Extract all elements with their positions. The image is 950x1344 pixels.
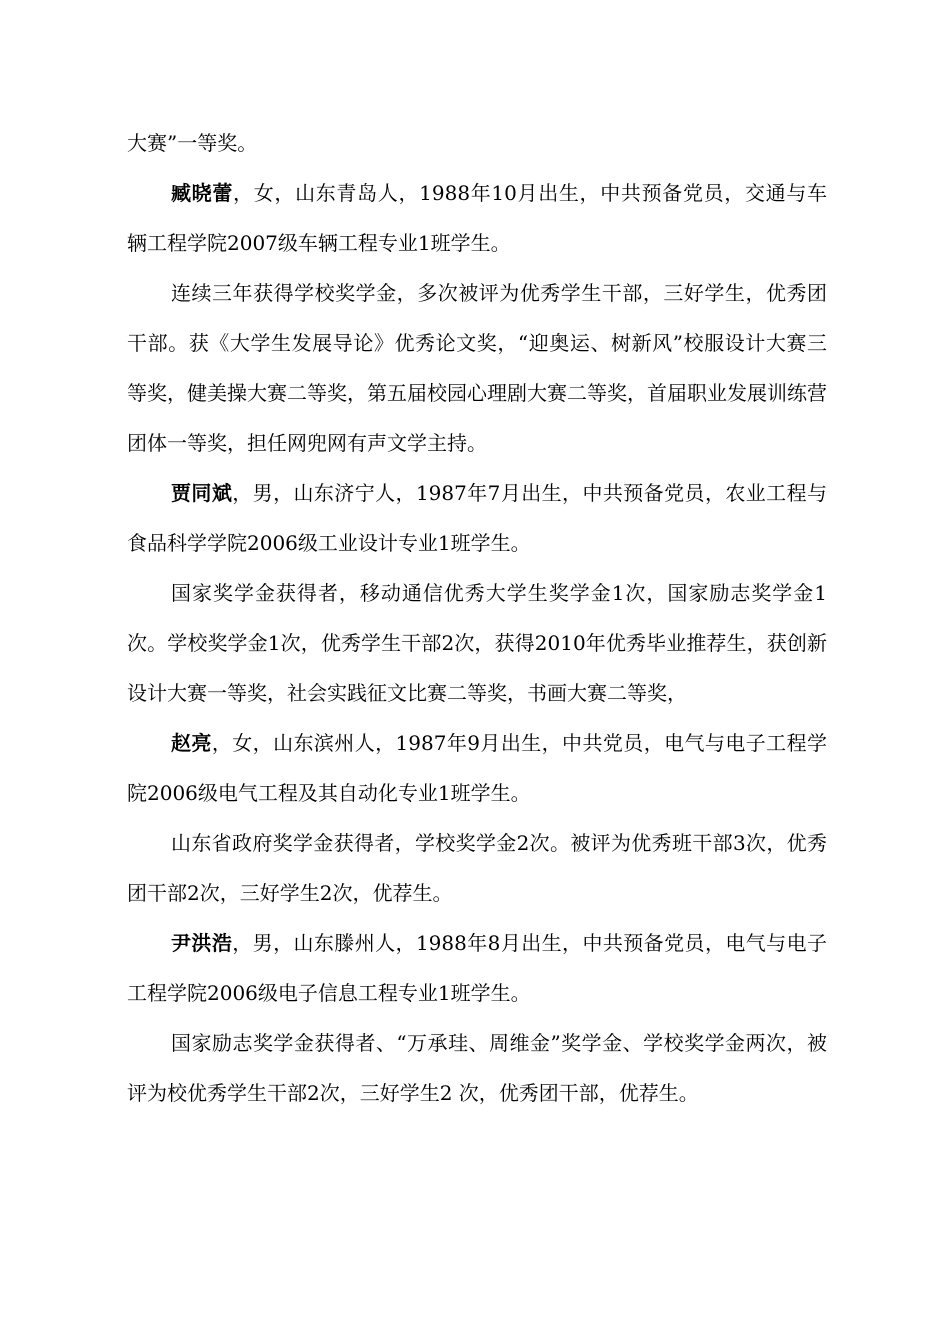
document-page: [127, 118, 827, 1118]
profile-achievements-paragraph: 连续三年获得学校奖学金，多次被评为优秀学生干部，三好学生，优秀团干部。获《大学生发展导论》优秀论文奖，“迎奥运、树新风”校服设计大赛三等奖，健美操大赛二等奖，第五届校园心理剧大赛二等奖，首届职业发展训练营团体一等奖，担任网兜网有声文学主持。: [127, 281, 827, 455]
student-bio: ，女，山东青岛人，1988年10月出生，中共预备党员，交通与车辆工程学院2007级车辆工程专业1班学生。: [127, 181, 828, 255]
profile-bio-paragraph: [127, 168, 827, 268]
continuation-paragraph: 大赛”一等奖。: [127, 131, 258, 155]
student-bio: ，男，山东滕州人，1988年8月出生，中共预备党员，电气与电子工程学院2006级电子信息工程专业1班学生。: [127, 931, 828, 1005]
student-bio: ，女，山东滨州人，1987年9月出生，中共党员，电气与电子工程学院2006级电气工程及其自动化专业1班学生。: [127, 731, 828, 805]
profile-achievements-paragraph: 山东省政府奖学金获得者，学校奖学金2次。被评为优秀班干部3次，优秀团干部2次，三好学生2次，优荐生。: [127, 831, 827, 905]
student-bio: ，男，山东济宁人，1987年7月出生，中共预备党员，农业工程与食品科学学院2006级工业设计专业1班学生。: [127, 481, 828, 555]
student-name: 贾同斌: [171, 481, 233, 505]
profile-bio-paragraph: [127, 718, 827, 818]
profile-bio-paragraph: [127, 918, 827, 1018]
student-name: 臧晓蕾: [171, 181, 234, 205]
profile-achievements-paragraph: 国家励志奖学金获得者、“万承珪、周维金”奖学金、学校奖学金两次，被评为校优秀学生干部2次，三好学生2 次，优秀团干部，优荐生。: [127, 1031, 827, 1105]
student-name: 赵亮: [171, 731, 212, 755]
profile-bio-paragraph: [127, 468, 827, 568]
profile-achievements-paragraph: 国家奖学金获得者，移动通信优秀大学生奖学金1次，国家励志奖学金1次。学校奖学金1次，优秀学生干部2次，获得2010年优秀毕业推荐生，获创新设计大赛一等奖，社会实践征文比赛二等奖，书画大赛二等奖，: [127, 581, 827, 705]
student-name: 尹洪浩: [171, 931, 233, 955]
